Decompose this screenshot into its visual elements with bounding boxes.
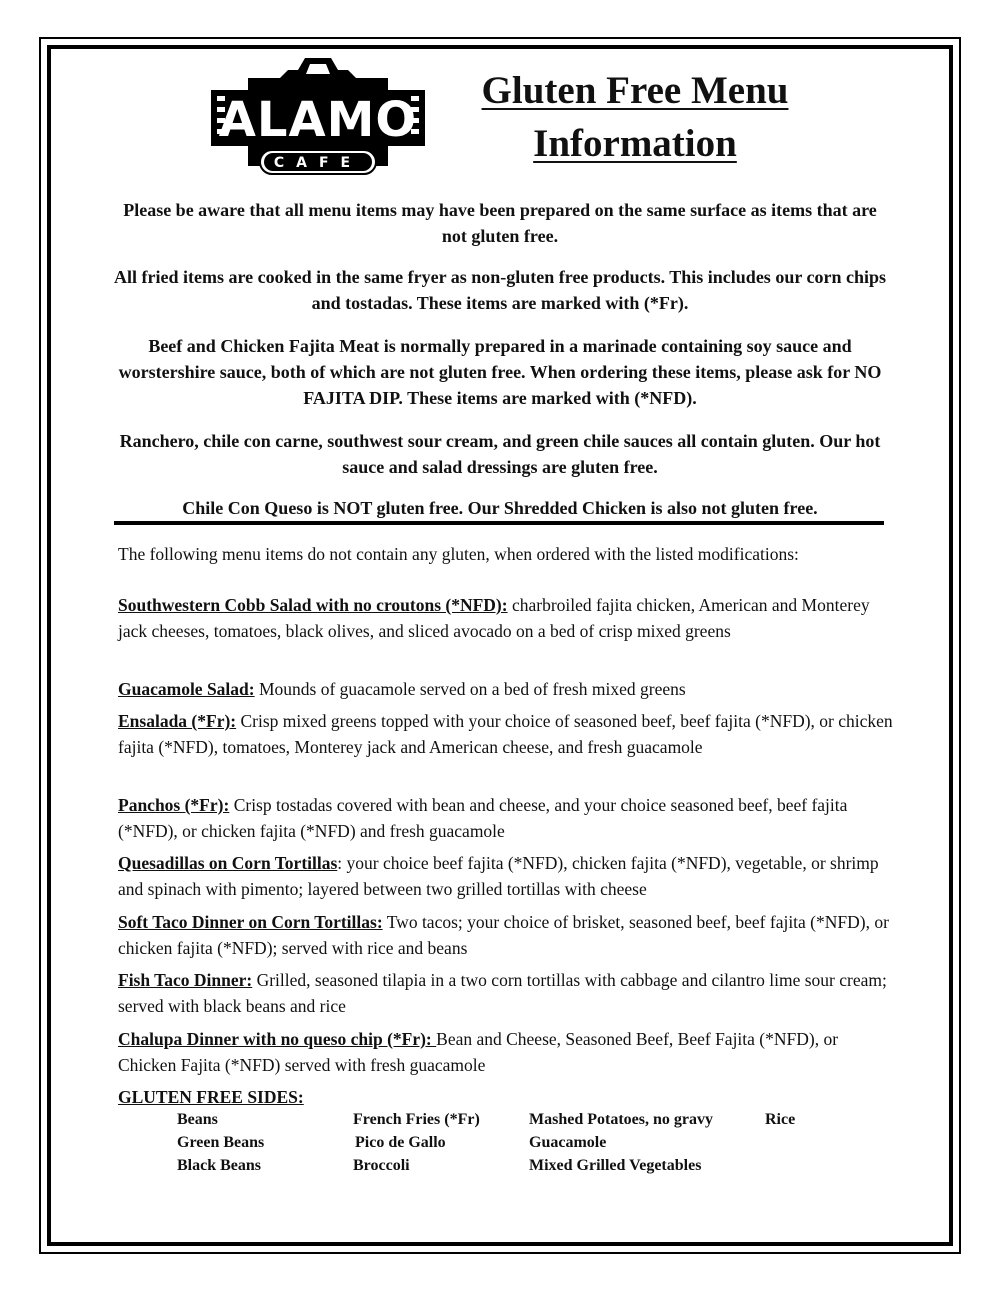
side-item: Black Beans xyxy=(177,1157,262,1174)
logo-subtext: CAFE xyxy=(273,155,363,171)
menu-item xyxy=(118,909,893,961)
side-item: Green Beans xyxy=(177,1134,265,1151)
section-divider xyxy=(114,521,884,525)
page-title-line1: Gluten Free Menu xyxy=(481,69,789,112)
notice-fryer: All fried items are cooked in the same fryer as non-gluten free products. This includes our corn chips and tostadas. These items are marked with (*Fr). xyxy=(114,267,886,313)
menu-item-desc: Grilled, seasoned tilapia in a two corn tortillas with cabbage and cilantro lime sour cream; served with black beans and rice xyxy=(118,970,887,1016)
menu-item-name: Guacamole Salad: xyxy=(118,679,255,699)
notice-sauces: Ranchero, chile con carne, southwest sour cream, and green chile sauces all contain gluten. Our hot sauce and salad dressings are gluten free. xyxy=(119,431,881,477)
notice-queso: Chile Con Queso is NOT gluten free. Our Shredded Chicken is also not gluten free. xyxy=(182,498,818,518)
side-item: Guacamole xyxy=(529,1134,607,1151)
menu-item-desc: charbroiled fajita chicken, American and Monterey jack cheeses, tomatoes, black olives, and sliced avocado on a bed of crisp mixed greens xyxy=(118,595,870,641)
side-item: Beans xyxy=(177,1111,218,1128)
menu-item-name: Ensalada (*Fr): xyxy=(118,711,237,731)
sides-heading: GLUTEN FREE SIDES: xyxy=(118,1087,304,1107)
menu-item-name: Southwestern Cobb Salad with no croutons (*NFD): xyxy=(118,595,508,615)
menu-item xyxy=(118,676,893,702)
menu-item xyxy=(118,850,893,902)
menu-item xyxy=(118,1026,893,1078)
side-item: Mixed Grilled Vegetables xyxy=(529,1157,702,1174)
side-item: French Fries (*Fr) xyxy=(353,1111,480,1128)
menu-item-name: Panchos (*Fr): xyxy=(118,795,230,815)
menu-item-desc: Bean and Cheese, Seasoned Beef, Beef Fajita (*NFD), or Chicken Fajita (*NFD) served with fresh guacamole xyxy=(118,1029,839,1075)
menu-item xyxy=(118,708,893,760)
notice-shared-surface: Please be aware that all menu items may have been prepared on the same surface as items that are not gluten free. xyxy=(123,200,877,246)
menu-item-name: Soft Taco Dinner on Corn Tortillas: xyxy=(118,912,383,932)
side-item: Rice xyxy=(765,1111,796,1128)
menu-item-desc: Crisp tostadas covered with bean and cheese, and your choice seasoned beef, beef fajita (*NFD), or chicken fajita (*NFD) and fresh guacamole xyxy=(118,795,848,841)
alamo-cafe-logo xyxy=(208,54,428,188)
side-item: Broccoli xyxy=(353,1157,410,1174)
page-title xyxy=(440,64,830,170)
menu-item-desc: Mounds of guacamole served on a bed of fresh mixed greens xyxy=(254,679,686,699)
page-title-line2: Information xyxy=(533,122,737,165)
logo-text: ALAMO xyxy=(218,92,418,148)
notice-fajita-marinade: Beef and Chicken Fajita Meat is normally prepared in a marinade containing soy sauce and worstershire sauce, both of which are not gluten free. When ordering these items, please ask for NO FAJITA DIP. These items are marked with (*NFD). xyxy=(118,336,882,408)
menu-item-name: Chalupa Dinner with no queso chip (*Fr): xyxy=(118,1029,437,1049)
menu-item xyxy=(118,967,893,1019)
menu-item-desc: Two tacos; your choice of brisket, seasoned beef, beef fajita (*NFD), or chicken fajita (*NFD); served with rice and beans xyxy=(118,912,889,958)
menu-item-name: Fish Taco Dinner: xyxy=(118,970,253,990)
menu-item xyxy=(118,792,893,844)
menu-item-desc: Crisp mixed greens topped with your choice of seasoned beef, beef fajita (*NFD), or chicken fajita (*NFD), tomatoes, Monterey jack and American cheese, and fresh guacamole xyxy=(118,711,893,757)
menu-item xyxy=(118,592,893,644)
menu-item-desc: : your choice beef fajita (*NFD), chicken fajita (*NFD), vegetable, or shrimp and spinach with pimento; layered between two grilled tortillas with cheese xyxy=(118,853,879,899)
menu-item-name: Quesadillas on Corn Tortillas xyxy=(118,853,338,873)
side-item: Mashed Potatoes, no gravy xyxy=(529,1111,713,1128)
side-item: Pico de Gallo xyxy=(355,1134,446,1151)
menu-intro: The following menu items do not contain any gluten, when ordered with the listed modifications: xyxy=(118,544,799,564)
